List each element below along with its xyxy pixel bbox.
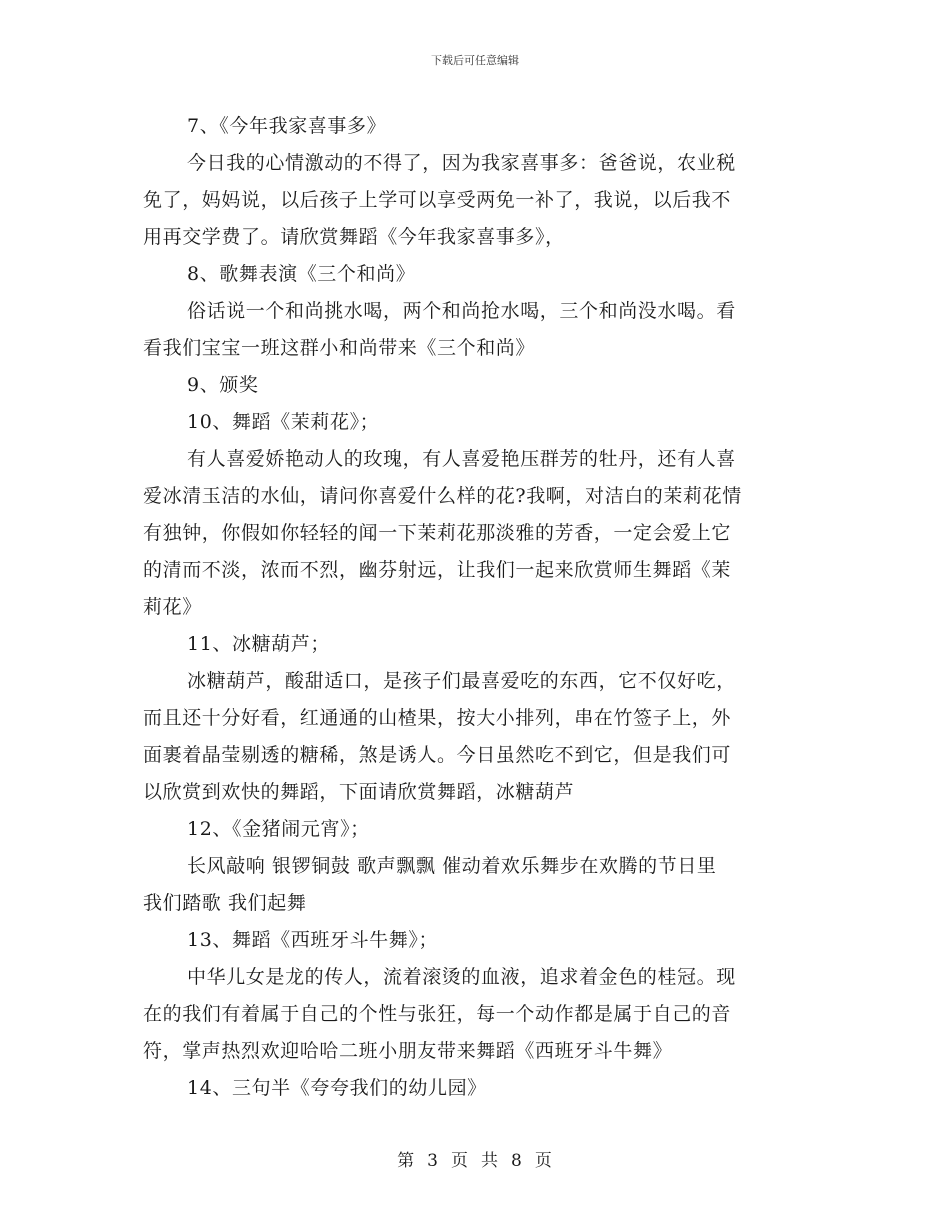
item-heading: 7、《今年我家喜事多》 bbox=[187, 115, 387, 137]
paragraph-line: 爱冰清玉洁的水仙，请问你喜爱什么样的花?我啊，对洁白的茉莉花情 bbox=[143, 485, 742, 507]
paragraph-line: 莉花》 bbox=[143, 596, 202, 618]
footer-label-unit: 页 bbox=[451, 1151, 469, 1171]
paragraph-line: 长风敲响 银锣铜鼓 歌声飘飘 催动着欢乐舞步在欢腾的节日里 bbox=[187, 855, 717, 877]
paragraph-line: 俗话说一个和尚挑水喝，两个和尚抢水喝，三个和尚没水喝。看 bbox=[187, 300, 736, 322]
paragraph-line: 的清而不淡，浓而不烈，幽芬射远，让我们一起来欣赏师生舞蹈《茉 bbox=[143, 559, 732, 581]
paragraph-line: 在的我们有着属于自己的个性与张狂，每一个动作都是属于自己的音 bbox=[143, 1003, 732, 1025]
paragraph-line: 而且还十分好看，红通通的山楂果，按大小排列，串在竹签子上，外 bbox=[143, 707, 732, 729]
footer-label-page: 第 bbox=[397, 1151, 416, 1171]
paragraph-line: 我们踏歌 我们起舞 bbox=[143, 892, 307, 914]
paragraph-line: 符，掌声热烈欢迎哈哈二班小朋友带来舞蹈《西班牙斗牛舞》 bbox=[143, 1040, 673, 1062]
item-heading: 11、冰糖葫芦； bbox=[187, 633, 330, 655]
paragraph-line: 免了，妈妈说，以后孩子上学可以享受两免一补了，我说，以后我不 bbox=[143, 189, 732, 211]
paragraph-line: 今日我的心情激动的不得了，因为我家喜事多：爸爸说，农业税 bbox=[187, 152, 736, 174]
footer-current-page: 3 bbox=[427, 1151, 439, 1171]
paragraph-line: 中华儿女是龙的传人，流着滚烫的血液，追求着金色的桂冠。现 bbox=[187, 966, 736, 988]
page-header: 下载后可任意编辑 bbox=[431, 54, 519, 67]
footer-label-total: 共 bbox=[481, 1151, 499, 1171]
paragraph-line: 看我们宝宝一班这群小和尚带来《三个和尚》 bbox=[143, 337, 536, 359]
item-heading: 9、颁奖 bbox=[187, 374, 259, 396]
paragraph-line: 有独钟，你假如你轻轻的闻一下茉莉花那淡雅的芳香，一定会爱上它 bbox=[143, 522, 732, 544]
item-heading: 8、歌舞表演《三个和尚》 bbox=[187, 263, 416, 285]
paragraph-line: 冰糖葫芦，酸甜适口，是孩子们最喜爱吃的东西，它不仅好吃， bbox=[187, 670, 736, 692]
item-heading: 10、舞蹈《茉莉花》； bbox=[187, 411, 380, 433]
paragraph-line: 以欣赏到欢快的舞蹈，下面请欣赏舞蹈，冰糖葫芦 bbox=[143, 781, 575, 803]
document-body bbox=[143, 108, 803, 1107]
footer-total-pages: 8 bbox=[511, 1151, 523, 1171]
item-heading: 12、《金猪闹元宵》； bbox=[187, 818, 370, 840]
paragraph-line: 有人喜爱娇艳动人的玫瑰，有人喜爱艳压群芳的牡丹，还有人喜 bbox=[187, 448, 736, 470]
item-heading: 13、舞蹈《西班牙斗牛舞》； bbox=[187, 929, 439, 951]
paragraph-line: 用再交学费了。请欣赏舞蹈《今年我家喜事多》， bbox=[143, 226, 565, 248]
page-footer bbox=[0, 1146, 950, 1171]
paragraph-line: 面裹着晶莹剔透的糖稀，煞是诱人。今日虽然吃不到它，但是我们可 bbox=[143, 744, 732, 766]
footer-label-unit2: 页 bbox=[534, 1151, 553, 1171]
item-heading: 14、三句半《夸夸我们的幼儿园》 bbox=[187, 1077, 487, 1099]
